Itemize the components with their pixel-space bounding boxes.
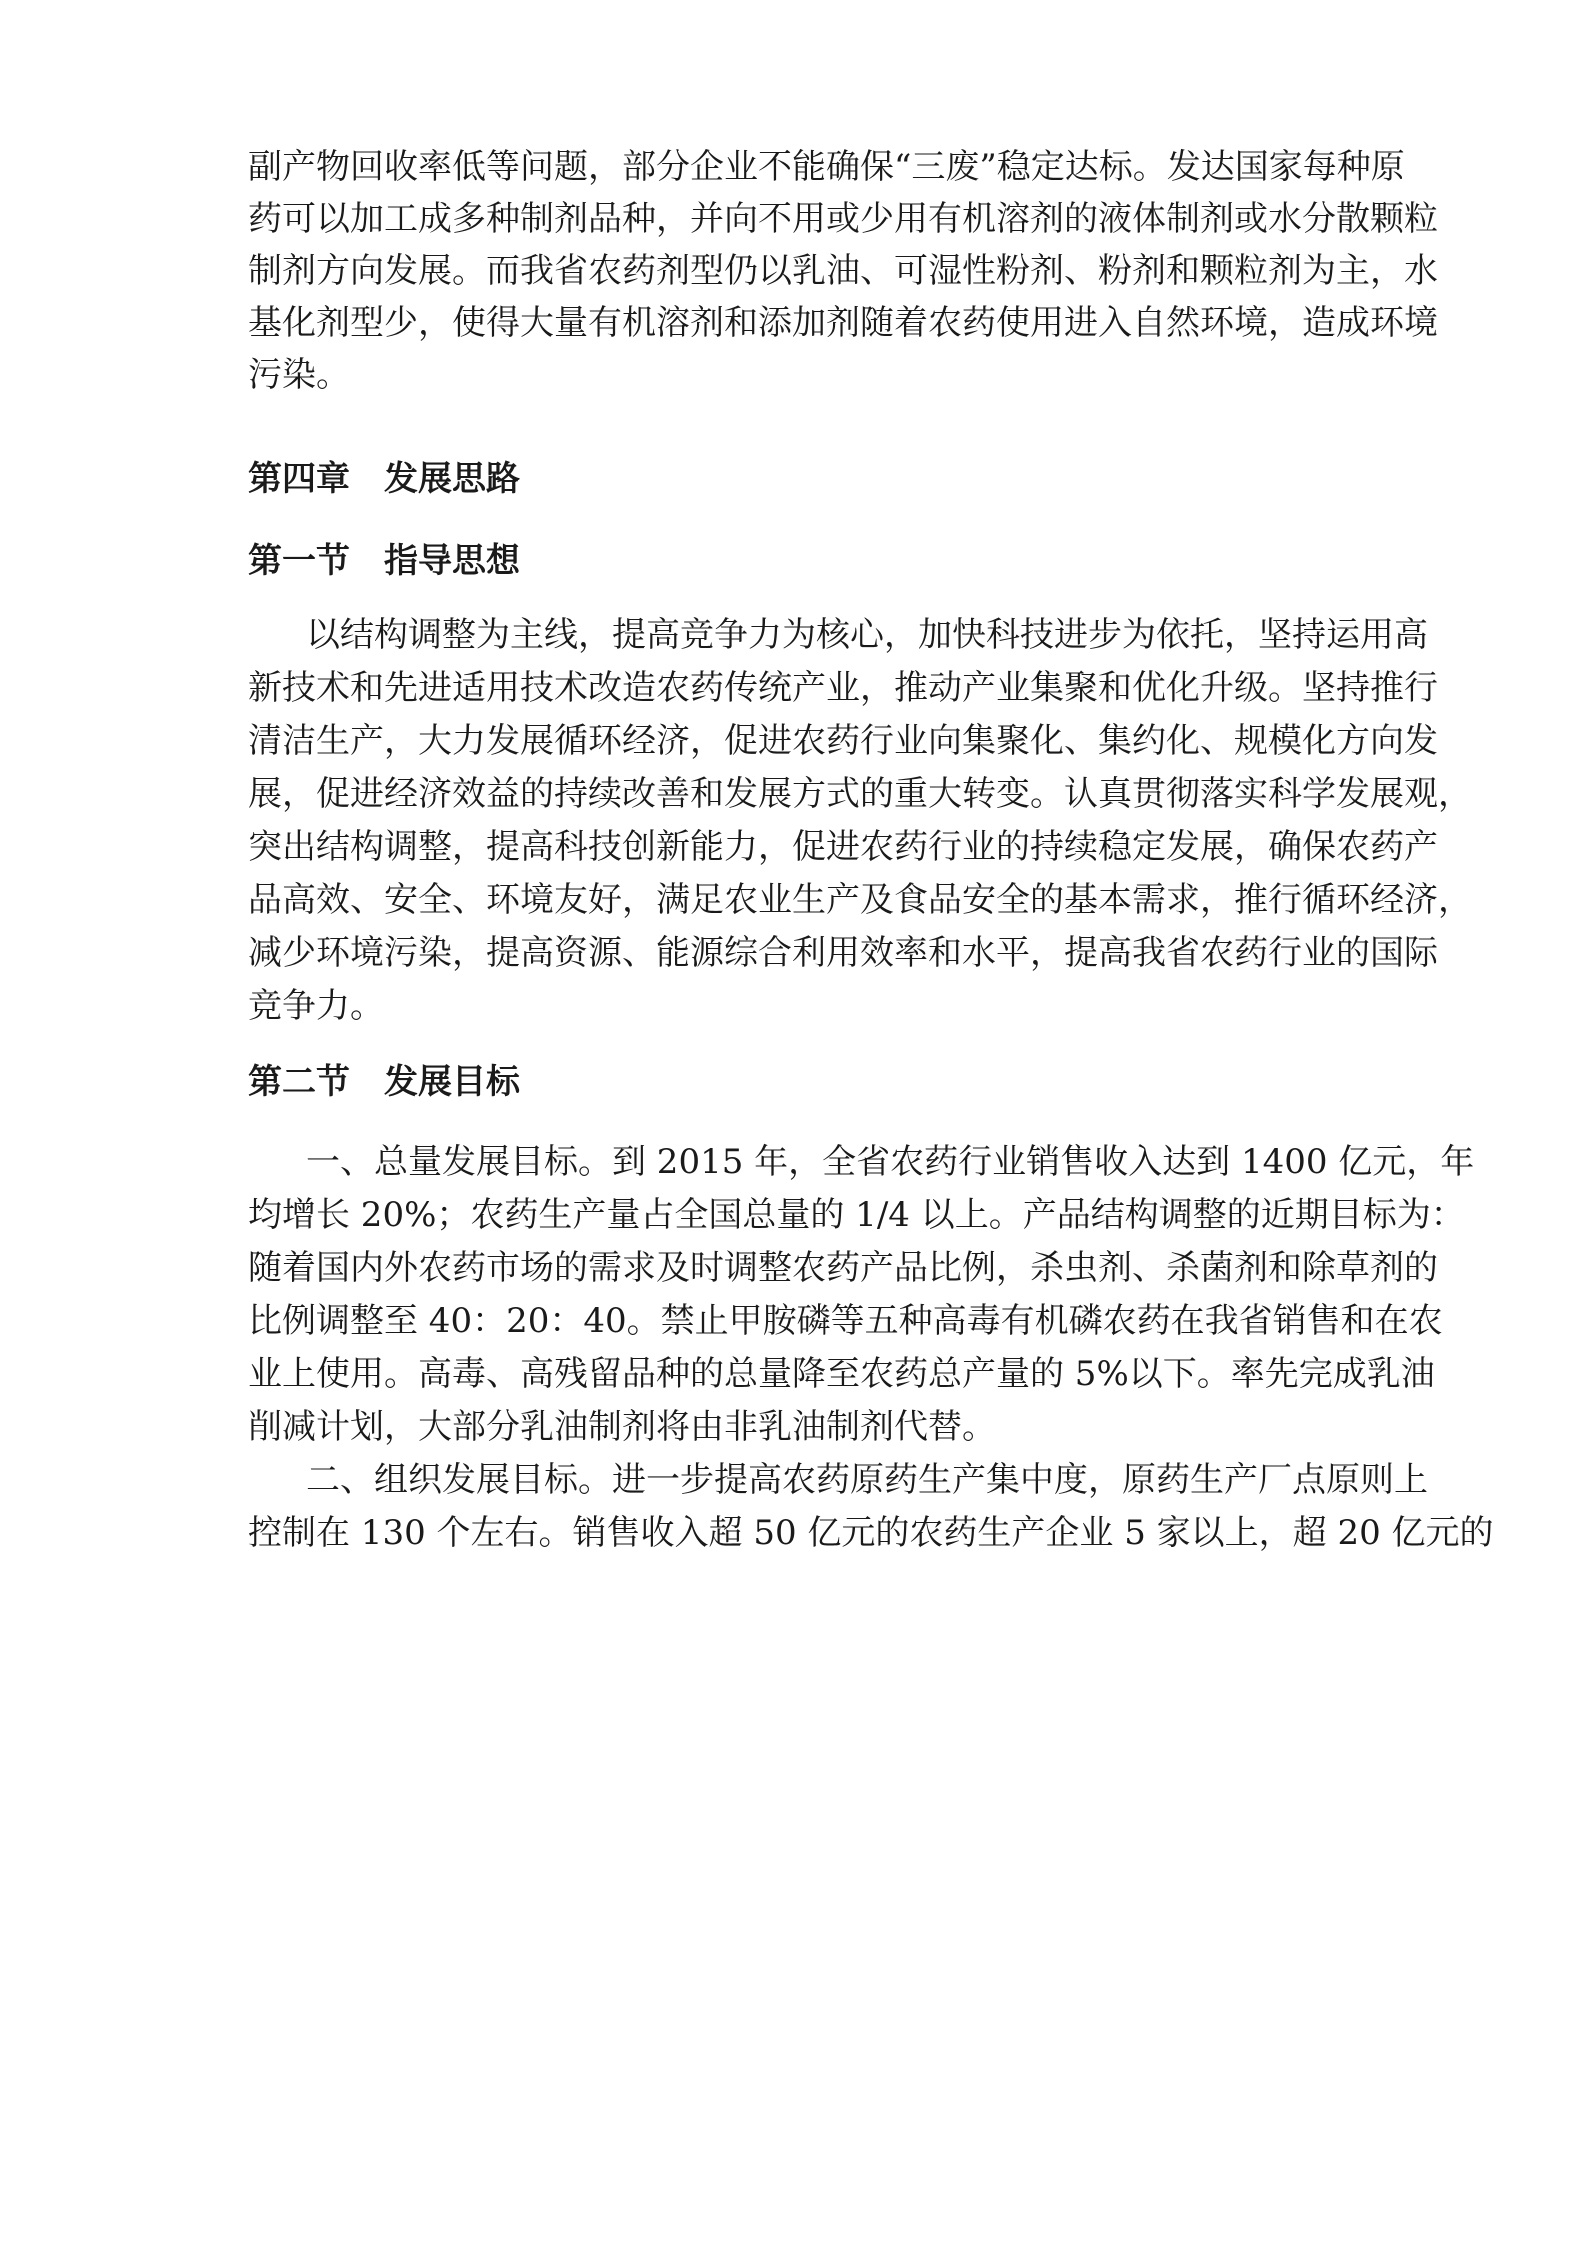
text-line: 均增长 20%；农药生产量占全国总量的 1/4 以上。产品结构调整的近期目标为： [248,1195,1465,1235]
text-line: 一、总量发展目标。到 2015 年，全省农药行业销售收入达到 1400 亿元，年 [306,1142,1475,1182]
text-line: 二、组织发展目标。进一步提高农药原药生产集中度，原药生产厂点原则上 [306,1460,1428,1500]
text-line: 品高效、安全、环境友好，满足农业生产及食品安全的基本需求，推行循环经济， [248,880,1472,920]
text-line: 以结构调整为主线，提高竞争力为核心，加快科技进步为依托，坚持运用高 [306,615,1428,655]
text-line: 削减计划，大部分乳油制剂将由非乳油制剂代替。 [248,1407,996,1447]
text-line: 药可以加工成多种制剂品种，并向不用或少用有机溶剂的液体制剂或水分散颗粒 [248,199,1438,239]
chapter-heading: 第四章 发展思路 [248,459,520,499]
text-line: 新技术和先进适用技术改造农药传统产业，推动产业集聚和优化升级。坚持推行 [248,668,1438,708]
text-line: 业上使用。高毒、高残留品种的总量降至农药总产量的 5%以下。率先完成乳油 [248,1354,1435,1394]
text-line: 污染。 [248,355,350,395]
section-heading: 第二节 发展目标 [248,1062,520,1102]
text-line: 减少环境污染，提高资源、能源综合利用效率和水平，提高我省农药行业的国际 [248,933,1438,973]
text-line: 制剂方向发展。而我省农药剂型仍以乳油、可湿性粉剂、粉剂和颗粒剂为主，水 [248,251,1438,291]
text-line: 随着国内外农药市场的需求及时调整农药产品比例，杀虫剂、杀菌剂和除草剂的 [248,1248,1438,1288]
text-line: 展，促进经济效益的持续改善和发展方式的重大转变。认真贯彻落实科学发展观， [248,774,1472,814]
text-line: 基化剂型少，使得大量有机溶剂和添加剂随着农药使用进入自然环境，造成环境 [248,303,1438,343]
text-line: 突出结构调整，提高科技创新能力，促进农药行业的持续稳定发展，确保农药产 [248,827,1438,867]
text-line: 竞争力。 [248,986,384,1026]
text-line: 副产物回收率低等问题，部分企业不能确保“三废”稳定达标。发达国家每种原 [248,147,1405,187]
section-heading: 第一节 指导思想 [248,541,520,581]
text-line: 控制在 130 个左右。销售收入超 50 亿元的农药生产企业 5 家以上，超 20 亿元的 [248,1513,1494,1553]
text-line: 清洁生产，大力发展循环经济，促进农药行业向集聚化、集约化、规模化方向发 [248,721,1438,761]
text-line: 比例调整至 40：20：40。禁止甲胺磷等五种高毒有机磷农药在我省销售和在农 [248,1301,1443,1341]
